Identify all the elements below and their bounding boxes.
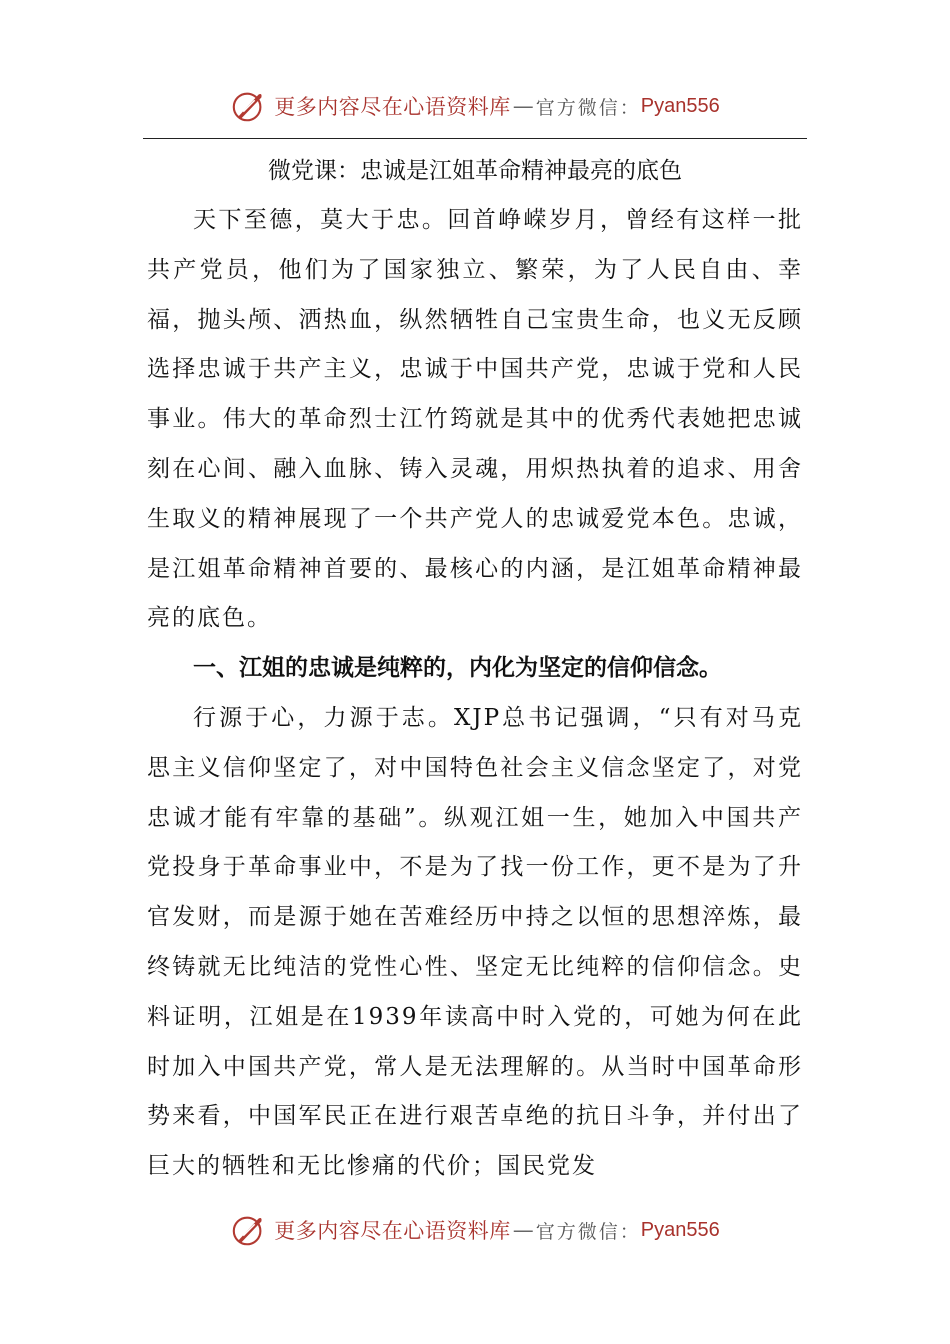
bottom-banner [0,1208,950,1252]
banner-wechat-id: Pyan556 [640,1218,720,1241]
banner-main-text: 更多内容尽在心语资料库 [274,1219,511,1243]
banner-wechat-id: Pyan556 [640,94,720,117]
banner-official-label: 官方微信： [535,1220,641,1243]
banner-official-label: 官方微信： [535,96,641,119]
banner-main-text: 更多内容尽在心语资料库 [274,95,511,119]
document-title: 微党课：忠诚是江姐革命精神最亮的底色 [268,158,682,184]
section-heading: 一、江姐的忠诚是纯粹的，内化为坚定的信仰信念。 [193,655,722,682]
header-divider [143,138,807,139]
intro-paragraph: 天下至德，莫大于忠。回首峥嵘岁月，曾经有这样一批共产党员，他们为了国家独立、繁荣，为了人民自由、幸福，抛头颅、洒热血，纵然牺牲自己宝贵生命，也义无反顾选择忠诚于共产主义，忠诚于中国共产党，忠诚于党和人民事业。伟大的革命烈士江竹筠就是其中的优秀代表她把忠诚刻在心间、融入血脉、铸入灵魂，用炽热执着的追求、用舍生取义的精神展现了一个共产党人的忠诚爱党本色。忠诚，是江姐革命精神首要的、最核心的内涵，是江姐革命精神最亮的底色。 [147,207,803,632]
section-paragraph: 行源于心，力源于志。XJP总书记强调，“只有对马克思主义信仰坚定了，对中国特色社会主义信念坚定了，对党忠诚才能有牢靠的基础”。纵观江姐一生，她加入中国共产党投身于革命事业中，不是为了找一份工作，更不是为了升官发财，而是源于她在苦难经历中持之以恒的思想淬炼，最终铸就无比纯洁的党性心性、坚定无比纯粹的信仰信念。史料证明，江姐是在1939年读高中时入党的，可她为何在此时加入中国共产党，常人是无法理解的。从当时中国革命形势来看，中国军民正在进行艰苦卓绝的抗日斗争，并付出了巨大的牺牲和无比惨痛的代价；国民党发 [147,704,803,1180]
document-body [147,146,803,1192]
quill-logo-icon [230,1211,268,1249]
quill-logo-icon [230,87,268,125]
top-banner [0,84,950,128]
banner-separator: — [512,94,534,118]
banner-separator: — [512,1218,534,1242]
